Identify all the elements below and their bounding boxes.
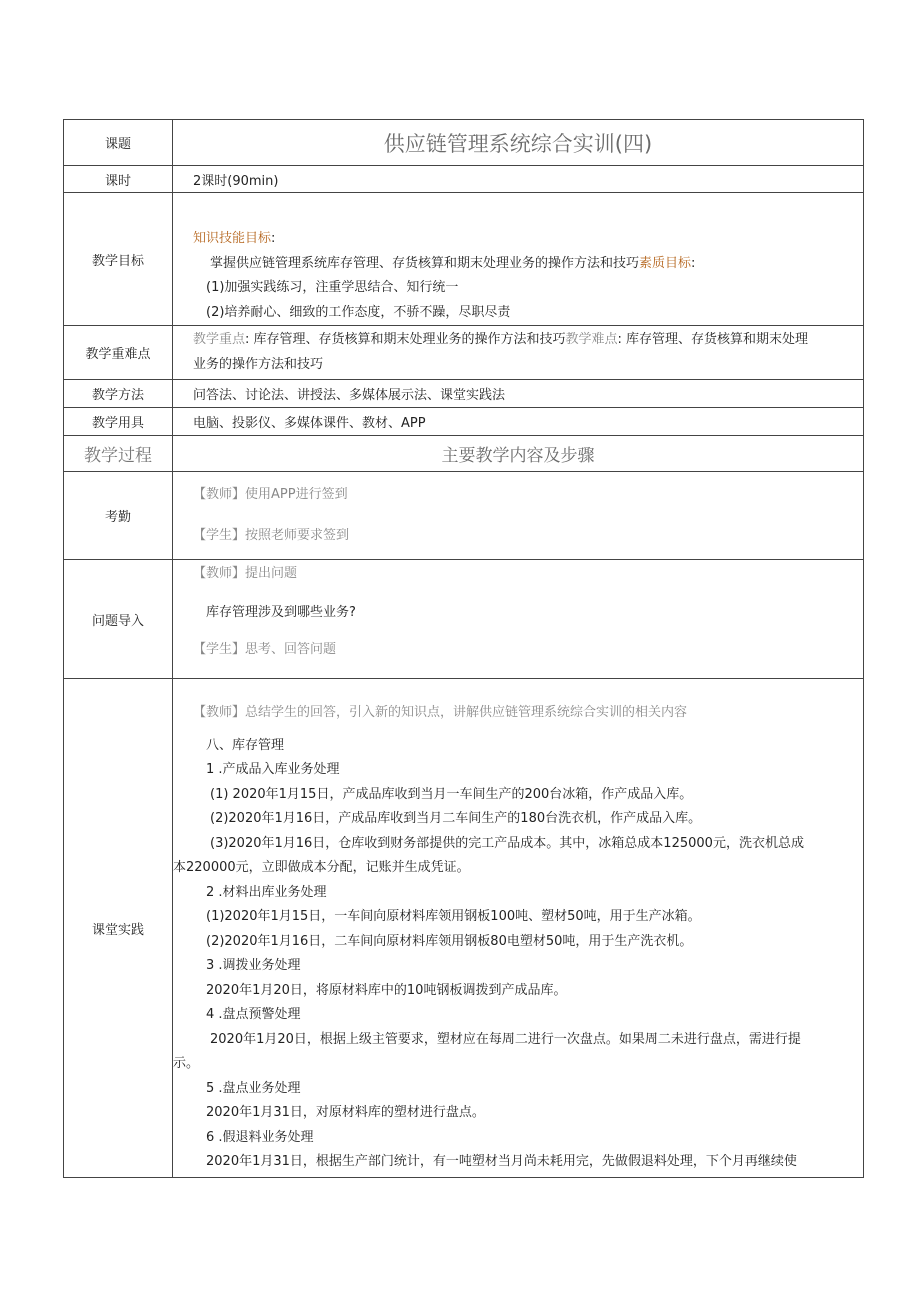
- diff-text-1: : 库存管理、存货核算和期末处理: [617, 332, 809, 347]
- row-hours: [64, 166, 864, 193]
- focus-content: [173, 326, 864, 380]
- knowledge-colon: :: [271, 231, 276, 246]
- objectives-label: 教学目标: [64, 193, 173, 326]
- step-3-title: 3 .调拨业务处理: [206, 958, 301, 973]
- intro-teacher: 【教师】提出问题: [193, 566, 298, 581]
- step-1-b: (2)2020年1月16日，产成品库收到当月二车间生产的180台洗衣机，作产成品入库。: [210, 811, 702, 826]
- hours-value: 2课时(90min): [173, 166, 864, 193]
- row-intro: [64, 560, 864, 679]
- attendance-content: [173, 472, 864, 560]
- attendance-label: 考勤: [64, 472, 173, 560]
- knowledge-text: 掌握供应链管理系统库存管理、存货核算和期末处理业务的操作方法和技巧: [210, 255, 640, 271]
- methods-label: 教学方法: [64, 380, 173, 408]
- step-5-a: 2020年1月31日，对原材料库的塑材进行盘点。: [206, 1105, 485, 1120]
- process-header-right: 主要教学内容及步骤: [173, 436, 864, 472]
- row-title: [64, 120, 864, 166]
- step-1-c-2: 本220000元，立即做成本分配，记账并生成凭证。: [173, 860, 470, 875]
- key-text: : 库存管理、存货核算和期末处理业务的操作方法和技巧: [245, 332, 566, 347]
- practice-teacher: 【教师】总结学生的回答，引入新的知识点，讲解供应链管理系统综合实训的相关内容: [193, 705, 688, 720]
- title-label: 课题: [64, 120, 173, 166]
- row-attendance: [64, 472, 864, 560]
- focus-line-1: [173, 328, 863, 353]
- knowledge-text-line: [173, 252, 863, 277]
- objective-item-2: (2)培养耐心、细致的工作态度，不骄不躁，尽职尽责: [206, 304, 511, 320]
- step-5-title: 5 .盘点业务处理: [206, 1080, 301, 1096]
- objectives-content: [173, 193, 864, 326]
- practice-section: 八、库存管理: [206, 737, 285, 753]
- lesson-plan-table: [63, 119, 864, 1178]
- practice-label: 课堂实践: [64, 679, 173, 1178]
- intro-content: [173, 560, 864, 679]
- intro-student: 【学生】思考、回答问题: [193, 642, 337, 657]
- step-4-a-1: 2020年1月20日，根据上级主管要求，塑材应在每周二进行一次盘点。如果周二未进行盘点，需进行提: [210, 1031, 801, 1047]
- step-1-c-1: (3)2020年1月16日，仓库收到财务部提供的完工产品成本。其中，冰箱总成本125000元，洗衣机总成: [210, 835, 804, 851]
- tools-value: 电脑、投影仪、多媒体课件、教材、APP: [173, 408, 864, 436]
- step-4-a-2: 示。: [173, 1056, 200, 1071]
- intro-question: 库存管理涉及到哪些业务?: [206, 604, 356, 620]
- step-2-a: (1)2020年1月15日，一车间向原材料库领用钢板100吨、塑材50吨，用于生产冰箱。: [206, 909, 701, 924]
- row-practice: [64, 679, 864, 1178]
- knowledge-title: 知识技能目标: [193, 231, 272, 246]
- step-1-a: (1) 2020年1月15日，产成品库收到当月一车间生产的200台冰箱，作产成品入库。: [210, 786, 693, 802]
- tools-label: 教学用具: [64, 408, 173, 436]
- methods-value: 问答法、讨论法、讲授法、多媒体展示法、课堂实践法: [173, 380, 864, 408]
- quality-title: 素质目标: [639, 255, 692, 271]
- step-6-title: 6 .假退料业务处理: [206, 1129, 314, 1145]
- step-3-a: 2020年1月20日，将原材料库中的10吨钢板调拨到产成品库。: [206, 982, 567, 998]
- objective-item-1: (1)加强实践练习，注重学思结合、知行统一: [206, 280, 459, 295]
- key-title: 教学重点: [193, 332, 246, 347]
- step-2-b: (2)2020年1月16日，二车间向原材料库领用钢板80电塑材50吨，用于生产洗衣机。: [206, 933, 693, 949]
- step-2-title: 2 .材料出库业务处理: [206, 884, 327, 900]
- row-focus: [64, 326, 864, 380]
- diff-text-2: 业务的操作方法和技巧: [193, 356, 324, 372]
- row-methods: [64, 380, 864, 408]
- hours-label: 课时: [64, 166, 173, 193]
- row-tools: [64, 408, 864, 436]
- attendance-student: 【学生】按照老师要求签到: [193, 528, 350, 543]
- course-title: 供应链管理系统综合实训(四): [173, 120, 864, 166]
- practice-content: [173, 679, 864, 1178]
- step-1-title: 1 .产成品入库业务处理: [206, 762, 340, 777]
- row-objectives: [64, 193, 864, 326]
- intro-label: 问题导入: [64, 560, 173, 679]
- attendance-teacher: 【教师】使用APP进行签到: [193, 486, 348, 502]
- step-4-title: 4 .盘点预警处理: [206, 1007, 301, 1022]
- quality-colon: :: [691, 255, 696, 271]
- knowledge-heading: [173, 227, 863, 252]
- row-process-header: [64, 436, 864, 472]
- diff-title: 教学难点: [565, 332, 618, 347]
- step-6-a: 2020年1月31日，根据生产部门统计，有一吨塑材当月尚未耗用完，先做假退料处理，下个月再继续使: [206, 1154, 797, 1169]
- process-header-left: 教学过程: [64, 436, 173, 472]
- focus-label: 教学重难点: [64, 326, 173, 380]
